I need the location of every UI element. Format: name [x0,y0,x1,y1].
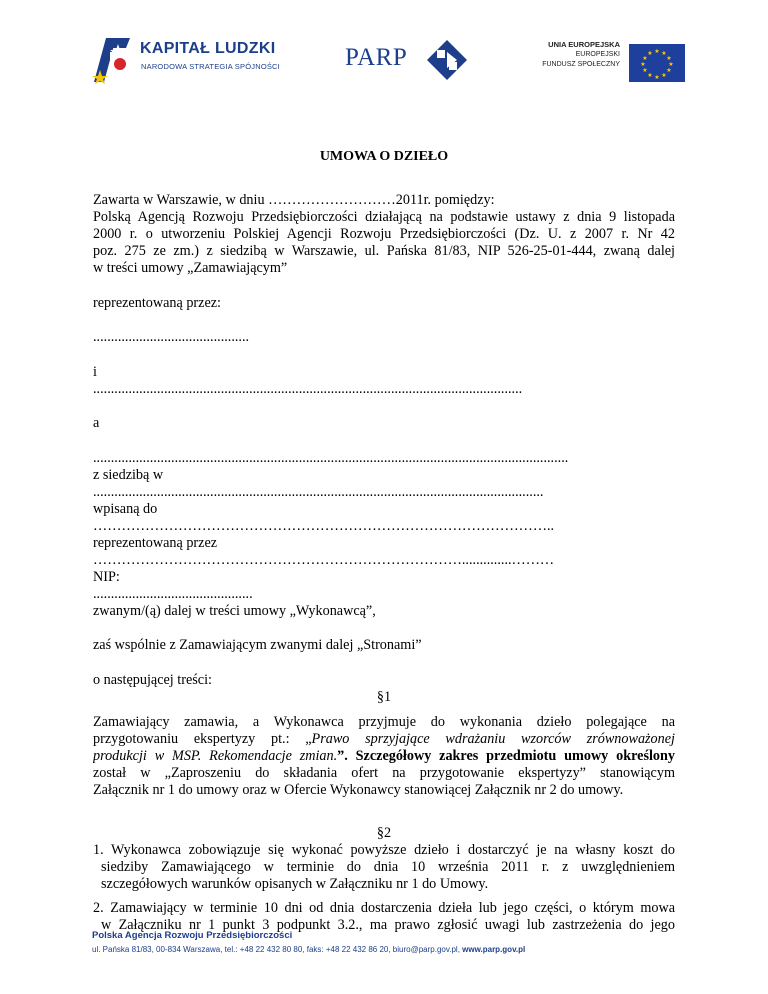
blank-field: ...................................................................................................................................... [93,450,569,466]
parp-logo-text: PARP [345,44,408,71]
page-header [0,0,768,110]
section-1-line: produkcji w MSP. Rekomendacje zmian.”. Szczegółowy zakres przedmiotu umowy określony [93,748,675,764]
svg-text:★: ★ [640,61,646,68]
section-1-body [93,714,675,799]
blank-field: ............................................. [93,586,253,602]
eu-logo-line1: UNIA EUROPEJSKA [548,40,620,49]
section-1-heading: §1 [376,689,392,705]
blank-field: …………………………………………………………………………………….. [93,518,555,534]
represented-by-label: reprezentowaną przez: [93,295,221,311]
svg-text:★: ★ [654,48,660,55]
svg-text:★: ★ [642,55,648,62]
seat-label: z siedzibą w [93,467,164,483]
svg-text:★: ★ [647,50,653,57]
section-1-line: Zamawiający zamawia, a Wykonawca przyjmuje do wykonania dzieło polegające na [93,714,675,730]
parp-logo [345,38,465,82]
contractor-definition: zwanym/(ą) dalej w treści umowy „Wykonawcą”, [93,603,376,619]
kapital-ludzki-mark-icon [90,34,136,84]
footer-address: ul. Pańska 81/83, 00-834 Warszawa, tel.: +48 22 432 80 80, faks: +48 22 432 86 20, biuro@parp.gov.pl, [92,945,463,954]
eu-logo-line3: FUNDUSZ SPOŁECZNY [542,61,620,68]
eu-logo-line2: EUROPEJSKI [575,51,620,58]
page-footer [92,930,732,954]
eu-logo-text [542,40,620,70]
section-2-line: szczegółowych warunków opisanych w Załączniku nr 1 do Umowy. [101,876,489,892]
footer-contact [92,945,732,954]
parp-mark-icon [425,38,469,82]
blank-field: ……………………………………………………………………..............……… [93,552,555,568]
section-2-line: 2. Zamawiający w terminie 10 dni od dnia dostarczenia dzieła lub jego części, o którym mowa [93,900,675,916]
section-2-line: w Załączniku nr 1 punkt 3 podpunkt 3.2., ma prawo zgłosić uwagi lub zastrzeżenia do jego [101,917,675,933]
intro-line: Zawarta w Warszawie, w dniu ………………………2011r. pomiędzy: [93,192,495,208]
represented-label: reprezentowaną przez [93,535,218,551]
kapital-ludzki-subtitle: NARODOWA STRATEGIA SPÓJNOŚCI [141,62,280,71]
eu-flag-icon [629,44,685,82]
footer-organization: Polska Agencja Rozwoju Przedsiębiorczości [92,930,293,941]
svg-text:★: ★ [654,74,660,81]
blank-field: ............................................ [93,329,250,345]
eu-logo [530,40,690,86]
intro-line: Polską Agencją Rozwoju Przedsiębiorczości działającą na podstawie ustawy z dnia 9 listopada [93,209,675,225]
svg-text:★: ★ [661,50,667,57]
conjunction-a: a [93,415,100,431]
svg-text:★: ★ [666,55,672,62]
nip-label: NIP: [93,569,120,585]
section-2-point-2 [93,900,675,934]
document-title: UMOWA O DZIEŁO [319,149,449,164]
footer-website-link[interactable]: www.parp.gov.pl [462,945,526,954]
section-1-line: został w „Zaproszeniu do składania ofert na przygotowanie ekspertyzy” stanowiącym [93,765,675,781]
blank-field: ............................................................................................................................... [93,484,544,500]
svg-text:★: ★ [647,72,653,79]
svg-text:★: ★ [668,61,674,68]
content-intro: o następującej treści: [93,672,212,688]
intro-line: w treści umowy „Zamawiającym” [93,260,288,276]
blank-field: ......................................................................................................................... [93,381,523,397]
svg-text:★: ★ [666,67,672,74]
registered-label: wpisaną do [93,501,158,517]
section-2-heading: §2 [376,825,392,841]
section-2-line: 1. Wykonawca zobowiązuje się wykonać powyższe dzieło i dostarczyć je na własny koszt do [93,842,675,858]
svg-text:★: ★ [661,72,667,79]
intro-line: poz. 275 ze zm.) z siedzibą w Warszawie, ul. Pańska 81/83, NIP 526-25-01-444, zwaną dalej [93,243,675,259]
parties-definition: zaś wspólnie z Zamawiającym zwanymi dalej „Stronami” [93,637,422,653]
section-1-line: przygotowaniu ekspertyzy pt.: „Prawo sprzyjające wdrażaniu wzorców zrównoważonej [93,731,675,747]
kapital-ludzki-logo [90,34,290,84]
conjunction-i: i [93,364,97,380]
kapital-ludzki-title: KAPITAŁ LUDZKI [140,40,276,57]
section-2-line: siedziby Zamawiającego w terminie do dnia 10 września 2011 r. z uwzględnieniem [101,859,675,875]
intro-line: 2000 r. o utworzeniu Polskiej Agencji Rozwoju Przedsiębiorczości (Dz. U. z 2007 r. Nr 42 [93,226,675,242]
section-1-line: Załącznik nr 1 do umowy oraz w Ofercie Wykonawcy stanowiącej Załącznik nr 2 do umowy. [93,782,624,798]
section-2-point-1 [93,842,675,893]
svg-text:★: ★ [642,67,648,74]
